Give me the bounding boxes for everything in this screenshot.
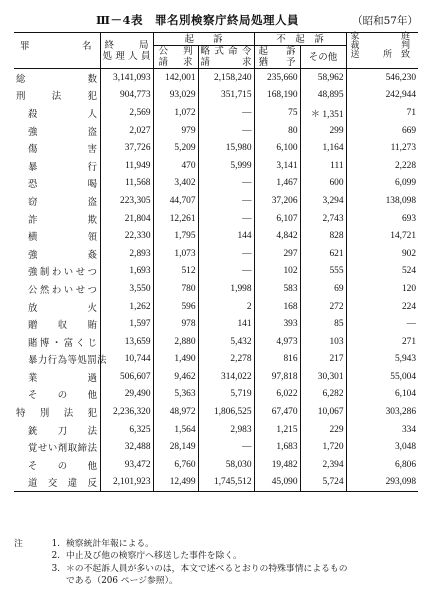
total-cell: 2,893 [100,245,153,263]
table-row [14,298,418,316]
crime-name-cell: 強 盗 [14,122,100,140]
note-item-1 [14,538,418,550]
total-cell: 37,726 [100,139,153,157]
table-title: Ⅲ－4表 罪名別検察庁終局処理人員 [96,13,300,27]
other-cell: 69 [300,280,346,298]
total-cell: 32,488 [100,438,153,456]
crime-name-cell: そ の 他 [14,386,100,404]
public-cell: 1,490 [153,351,198,369]
total-cell: 11,568 [100,175,153,193]
susp-cell: 4,973 [254,333,300,351]
family-cell: 303,286 [385,407,417,418]
other-cell: 1,164 [300,139,346,157]
note-text: ＊の不起訴人員が多いのは，本文で述べるとおりの特殊事情によるもの [66,563,348,574]
crime-name-header [14,33,100,69]
family-cell: 55,004 [390,371,417,382]
note-number: 3. [51,563,60,574]
crime-name-cell: 傷 害 [14,139,100,157]
suspended-prosecution-header [254,46,300,69]
family-cell: 6,104 [394,389,417,400]
family-cell: 2,228 [394,160,417,171]
note-item-3 [14,563,418,575]
family-cell: 5,943 [394,354,417,365]
public-cell: 1,072 [153,104,198,122]
table-row [14,386,418,404]
summary-cell: 2,158,240 [198,69,254,87]
header-name-char: 名 [81,41,92,52]
summary-cell: — [198,104,254,122]
susp-cell: 6,107 [254,210,300,228]
public-cell: 3,402 [153,175,198,193]
header-row-1 [14,33,418,46]
total-cell: 1,597 [100,315,153,333]
public-cell: 12,261 [153,210,198,228]
susp-cell: 168 [254,298,300,316]
other-cell: 3,294 [300,192,346,210]
family-cell: 14,721 [390,231,417,242]
total-cell: 21,804 [100,210,153,228]
notes [14,538,418,588]
total-cell: 6,325 [100,421,153,439]
summary-cell: 5,432 [198,333,254,351]
public-cell: 9,462 [153,368,198,386]
note-item-2 [14,550,418,562]
total-cell: 1,693 [100,263,153,281]
summary-order-header [198,46,254,69]
other-cell: 2,394 [300,456,346,474]
susp-cell: 235,660 [254,69,300,87]
summary-cell: 351,715 [198,87,254,105]
table-row [14,333,418,351]
table-row [14,368,418,386]
notes-label: 注 [14,539,23,549]
susp-cell: 19,482 [254,456,300,474]
public-cell: 93,029 [153,87,198,105]
note-text: 検察統計年報による。 [66,539,154,549]
nonprosecution-header: 不 起 訴 [254,33,346,46]
other-header: その他 [300,46,346,69]
other-cell: 6,282 [300,386,346,404]
crime-name-cell: 強制わいせつ [14,263,100,281]
susp-cell: 168,190 [254,87,300,105]
family-cell: 3,048 [394,442,417,453]
total-cell: 2,101,923 [100,474,153,492]
total-cell: 2,027 [100,122,153,140]
summary-header-top: 略式命令 [200,46,252,57]
other-cell: 48,895 [300,87,346,105]
susp-cell: 102 [254,263,300,281]
summary-cell: 144 [198,227,254,245]
public-cell: 12,499 [153,474,198,492]
summary-cell: 1,806,525 [198,403,254,421]
table-row [14,139,418,157]
family-cell: 902 [401,248,417,259]
public-cell: 5,209 [153,139,198,157]
table-row [14,438,418,456]
summary-cell: 1,745,512 [198,474,254,492]
summary-cell: — [198,210,254,228]
family-char-5: 判 [401,41,411,51]
susp-cell: 393 [254,315,300,333]
family-court-header [346,33,418,69]
prosecution-header: 起 訴 [153,33,254,46]
total-header [100,33,153,69]
public-cell: 6,760 [153,456,198,474]
total-cell: 506,607 [100,368,153,386]
other-cell: 600 [300,175,346,193]
other-cell: 103 [300,333,346,351]
susp-cell: 97,818 [254,368,300,386]
total-cell: 11,949 [100,157,153,175]
total-cell: 3,141,093 [100,69,153,87]
total-cell: 22,330 [100,227,153,245]
family-cell: 524 [401,266,417,277]
other-cell: 555 [300,263,346,281]
table-row [14,474,418,492]
family-cell: 242,944 [385,90,417,101]
table-row [14,87,418,105]
summary-cell: — [198,175,254,193]
total-header-bottom: 処理人員 [102,50,151,62]
susp-cell: 1,467 [254,175,300,193]
crime-name-cell: 殺 人 [14,104,100,122]
note-number: 2. [51,551,60,562]
table-row [14,175,418,193]
family-cell: 6,806 [394,459,417,470]
table-row [14,315,418,333]
public-cell: 512 [153,263,198,281]
table-year-note: （昭和57年） [352,15,418,27]
summary-cell: 58,030 [198,456,254,474]
summary-cell: — [198,263,254,281]
table-row [14,227,418,245]
susp-cell: 583 [254,280,300,298]
other-cell: 299 [300,122,346,140]
crime-name-cell: 強 姦 [14,245,100,263]
public-cell: 780 [153,280,198,298]
crime-name-cell: 放 火 [14,298,100,316]
crime-name-cell: 横 領 [14,227,100,245]
summary-cell: 314,022 [198,368,254,386]
other-cell: 10,067 [300,403,346,421]
crime-name-cell: 特 別 法 犯 [14,403,100,421]
table-row [14,122,418,140]
susp-cell: 297 [254,245,300,263]
total-cell: 13,659 [100,333,153,351]
family-cell: 546,230 [385,72,417,83]
summary-cell: — [198,192,254,210]
public-cell: 1,564 [153,421,198,439]
family-cell: 224 [401,301,417,312]
family-cell: 6,099 [394,178,417,189]
public-header-top: 公 判 [158,46,193,57]
other-cell: 111 [300,157,346,175]
susp-cell: 3,141 [254,157,300,175]
susp-cell: 80 [254,122,300,140]
table-row [14,263,418,281]
crime-name-cell: 贈 収 賄 [14,315,100,333]
total-cell: 93,472 [100,456,153,474]
family-char-4: 庭 [401,32,411,42]
other-cell: 621 [300,245,346,263]
table-body [14,69,418,492]
crime-name-cell: 詐 欺 [14,210,100,228]
susp-cell: 1,215 [254,421,300,439]
public-cell: 5,363 [153,386,198,404]
public-cell: 979 [153,122,198,140]
summary-cell: 15,980 [198,139,254,157]
family-cell: 71 [406,107,417,118]
susp-header-top: 起 訴 [258,46,296,57]
table-row [14,456,418,474]
susp-cell: 816 [254,351,300,369]
family-cell: 138,098 [385,195,417,206]
family-cell: 334 [401,424,417,435]
table-row [14,104,418,122]
susp-cell: 75 [254,104,300,122]
summary-cell: 2,983 [198,421,254,439]
crime-name-cell: 窃 盗 [14,192,100,210]
family-char-3: 送 [350,50,360,60]
other-cell: ＊ 1,351 [300,104,346,122]
total-cell: 2,236,320 [100,403,153,421]
table-row [14,421,418,439]
note-continuation: である（206 ページ参照）。 [66,576,178,587]
crime-name-cell: 銃 刀 法 [14,421,100,439]
summary-cell: 5,719 [198,386,254,404]
summary-cell: 2 [198,298,254,316]
note-number: 1. [51,539,60,549]
total-cell: 223,305 [100,192,153,210]
public-cell: 44,707 [153,192,198,210]
crime-name-cell: 暴 行 [14,157,100,175]
note-text: 中止及び他の検察庁へ移送した事件を除く。 [66,551,242,562]
title-row [0,12,432,30]
family-cell: 693 [401,213,417,224]
family-cell: 11,273 [390,143,417,154]
public-cell: 470 [153,157,198,175]
other-cell: 828 [300,227,346,245]
other-cell: 58,962 [300,69,346,87]
family-char-1: 家 [350,32,360,42]
crime-name-cell: 業 過 [14,368,100,386]
family-cell: 120 [401,283,417,294]
other-cell: 5,724 [300,474,346,492]
public-cell: 978 [153,315,198,333]
family-cell: 293,098 [385,477,417,488]
family-cell: 271 [401,336,417,347]
table-row [14,192,418,210]
susp-cell: 6,100 [254,139,300,157]
table-row [14,403,418,421]
header-crime-char: 罪 [20,41,30,52]
table-row [14,210,418,228]
crime-name-cell: そ の 他 [14,456,100,474]
total-cell: 2,569 [100,104,153,122]
susp-cell: 4,842 [254,227,300,245]
total-cell: 29,490 [100,386,153,404]
public-cell: 2,880 [153,333,198,351]
susp-cell: 1,683 [254,438,300,456]
table-row [14,280,418,298]
family-cell: 669 [401,125,417,136]
other-cell: 1,720 [300,438,346,456]
public-cell: 1,073 [153,245,198,263]
public-cell: 596 [153,298,198,316]
susp-header-bottom: 猶 予 [258,57,296,68]
crime-name-cell: 恐 喝 [14,175,100,193]
summary-cell: — [198,438,254,456]
summary-cell: 5,999 [198,157,254,175]
family-court-left [351,33,360,60]
crime-name-cell: 総 数 [14,69,100,87]
crime-name-cell: 刑 法 犯 [14,87,100,105]
public-trial-header [153,46,198,69]
susp-cell: 67,470 [254,403,300,421]
other-cell: 217 [300,351,346,369]
public-header-bottom: 請 求 [158,57,193,68]
crime-disposition-table [14,32,418,492]
total-cell: 904,773 [100,87,153,105]
total-cell: 1,262 [100,298,153,316]
summary-cell: 2,278 [198,351,254,369]
susp-cell: 45,090 [254,474,300,492]
total-cell: 3,550 [100,280,153,298]
table-row [14,351,418,369]
susp-cell: 37,206 [254,192,300,210]
table-row [14,69,418,87]
crime-name-cell: 賭博・富くじ [14,333,100,351]
summary-header-bottom: 請 求 [200,57,252,68]
public-cell: 48,972 [153,403,198,421]
total-cell: 10,744 [100,351,153,369]
susp-cell: 6,022 [254,386,300,404]
crime-name-cell: 覚せい剤取締法 [14,438,100,456]
table-row [14,157,418,175]
crime-name-cell: 道 交 違 反 [14,474,100,492]
summary-cell: — [198,122,254,140]
public-cell: 28,149 [153,438,198,456]
family-court-right [383,33,410,60]
other-cell: 2,743 [300,210,346,228]
other-cell: 85 [300,315,346,333]
public-cell: 1,795 [153,227,198,245]
other-cell: 229 [300,421,346,439]
crime-name-cell: 暴力行為等処罰法 [14,351,100,369]
other-cell: 30,301 [300,368,346,386]
family-cell: — [406,319,417,330]
summary-cell: 141 [198,315,254,333]
other-cell: 272 [300,298,346,316]
crime-name-cell: 公然わいせつ [14,280,100,298]
summary-cell: 1,998 [198,280,254,298]
table-row [14,245,418,263]
summary-cell: — [198,245,254,263]
family-char-2: 裁 [350,41,360,51]
public-cell: 142,001 [153,69,198,87]
total-header-top: 終 局 [104,39,149,51]
family-char-6: 所 致 [383,50,411,60]
